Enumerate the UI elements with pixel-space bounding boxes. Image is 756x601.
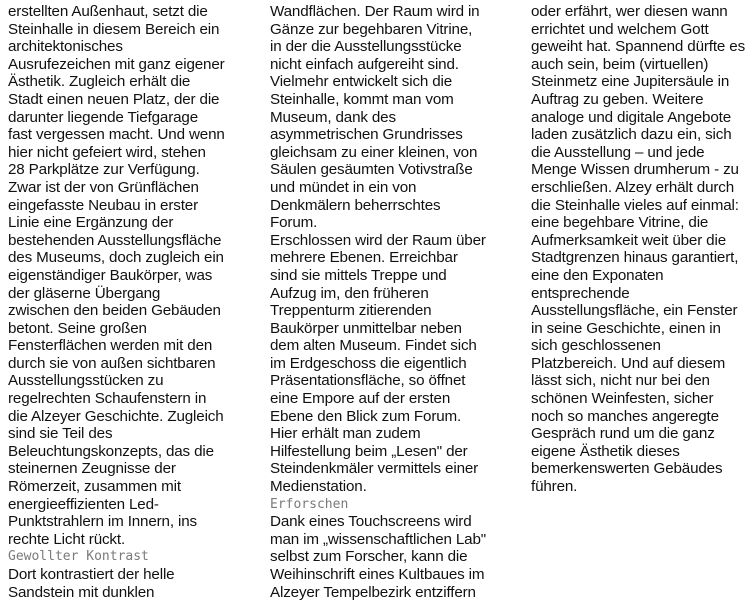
text-line: erstellten Außenhaut, setzt die [8,3,208,20]
text-line: Ästhetik. Zugleich erhält die [8,73,191,91]
text-line: Wandflächen. Der Raum wird in [270,3,480,20]
text-line: sind sie Teil des [8,425,113,443]
text-line: durch sie von außen sichtbaren [8,354,216,372]
text-line: Steinhalle, kommt man vom [270,90,454,108]
text-line: gleichsam zu einer kleinen, von [270,143,478,161]
text-line: eingefasste Neubau in erster [8,196,198,214]
text-line: lässt sich, nicht nur bei den [531,372,710,390]
text-line: führen. [531,478,578,496]
text-line: in seine Geschichte, einen in [531,319,721,337]
text-line: sind sie mittels Treppe und [270,266,447,284]
text-line: Ausstellungsstücken zu [8,372,164,390]
text-line: Hier erhält man zudem [270,425,421,443]
text-line: Forum. [270,214,318,232]
text-line: eine begehbare Vitrine, die [531,214,709,232]
text-line: 28 Parkplätze zur Verfügung. [8,161,200,179]
text-line: Präsentationsfläche, so öffnet [270,372,466,390]
text-line: darunter liegende Tiefgarage [8,108,199,126]
text-line: noch so manches angeregte [531,407,719,425]
text-line: Linie eine Ergänzung der [8,214,174,232]
text-column-1 [8,3,254,601]
text-line: Menge Wissen drumherum - zu [531,161,739,179]
text-line: Dort kontrastiert der helle [8,566,175,583]
text-line: Platzbereich. Und auf diesem [531,354,726,372]
text-line: eigene Ästhetik dieses [531,442,680,460]
text-line: energieeffizienten Led- [8,495,159,513]
text-line: in der die Ausstellungsstücke [270,38,462,56]
text-line: Beleuchtungskonzepts, das die [8,442,214,460]
text-line: Sandstein mit dunklen [8,583,155,601]
text-line: dem alten Museum. Findet sich [270,337,477,355]
text-line: Hilfestellung beim „Lesen" der [270,442,468,460]
text-line: selbst zum Forscher, kann die [270,548,468,566]
text-line: steinernen Zeugnisse der [8,460,176,478]
text-line: Weihinschrift eines Kultbaues im [270,566,485,583]
text-line: Museum, dank des [270,108,396,126]
text-line: fast vergessen macht. Und wenn [8,126,225,144]
text-line: Ebene den Blick zum Forum. [270,407,462,425]
text-line: nicht einfach aufgereiht sind. [270,55,459,73]
text-line: Dank eines Touchscreens wird [270,513,472,531]
text-line: die Ausstellung – und jede [531,143,705,161]
text-line: bemerkenswerten Gebäudes [531,460,723,478]
text-line: Säulen gesäumten Votivstraße [270,161,473,179]
text-line: errichtet und welchem Gott [531,20,709,38]
text-line: die Steinhalle vieles auf einmal: [531,196,739,214]
text-line: Gespräch rund um die ganz [531,425,715,443]
text-line: hier nicht gefeiert wird, stehen [8,143,206,161]
text-line: sich geschlossenen [531,337,661,355]
text-line: analoge und digitale Angebote [531,108,732,126]
text-line: Vielmehr entwickelt sich die [270,73,453,91]
text-line: Treppenturm zitierenden [270,302,432,320]
text-line: Aufmerksamkeit weit über die [531,231,727,249]
text-line: der gläserne Übergang [8,284,161,302]
text-line: eigenständiger Baukörper, was [8,266,213,284]
text-line: Medienstation. [270,478,367,496]
text-line: Gänze zur begehbaren Vitrine, [270,20,473,38]
text-line: Ausstellungsfläche, ein Fenster [531,302,738,320]
text-line: man im „wissenschaftlichen Lab" [270,530,486,548]
text-line: Auftrag zu geben. Weitere [531,90,704,108]
text-line: im Erdgeschoss die eigentlich [270,354,467,372]
text-line: erschließen. Alzey erhält durch [531,178,735,196]
text-line: Alzeyer Tempelbezirk entziffern [270,583,476,601]
section-heading-erforschen: Erforschen [270,496,349,512]
text-line: laden zusätzlich dazu ein, sich [531,126,732,144]
text-line: bestehenden Ausstellungsfläche [8,231,222,249]
text-line: oder erfährt, wer diesen wann [531,3,728,20]
text-line: geweiht hat. Spannend dürfte es [531,38,746,56]
text-line: Steinmetz eine Jupitersäule in [531,73,730,91]
text-line: Ausrufezeichen mit ganz eigener [8,55,225,73]
text-line: Stadtgrenzen hinaus garantiert, [531,249,739,267]
text-column-2 [270,3,510,601]
text-line: Steinhalle in diesem Bereich ein [8,20,220,38]
text-column-3 [531,3,753,496]
text-line: die Alzeyer Geschichte. Zugleich [8,407,224,425]
text-line: Baukörper unmittelbar neben [270,319,462,337]
text-line: Steindenkmäler vermittels einer [270,460,479,478]
text-line: architektonisches [8,38,123,56]
text-line: auch sein, beim (virtuellen) [531,55,709,73]
text-line: regelrechten Schaufenstern in [8,390,207,408]
text-line: betont. Seine großen [8,319,147,337]
text-line: Denkmälern beherrschtes [270,196,441,214]
text-line: Erschlossen wird der Raum über [270,231,486,249]
text-line: eine Empore auf der ersten [270,390,451,408]
text-line: Zwar ist der von Grünflächen [8,178,199,196]
text-line: entsprechende [531,284,630,302]
text-line: Aufzug im, den früheren [270,284,429,302]
text-line: asymmetrischen Grundrisses [270,126,463,144]
text-line: Römerzeit, zusammen mit [8,478,181,496]
text-line: Fensterflächen werden mit den [8,337,213,355]
text-line: mehrere Ebenen. Erreichbar [270,249,458,267]
section-heading-gewollter-kontrast: Gewollter Kontrast [8,549,149,565]
text-line: und mündet in ein von [270,178,417,196]
text-line: zwischen den beiden Gebäuden [8,302,221,320]
text-line: schönen Weinfesten, sicher [531,390,714,408]
text-line: eine den Exponaten [531,266,664,284]
text-line: Punktstrahlern im Innern, ins [8,513,197,531]
text-line: des Museums, doch zugleich ein [8,249,224,267]
text-line: rechte Licht rückt. [8,530,126,548]
text-line: Stadt einen neuen Platz, der die [8,90,220,108]
